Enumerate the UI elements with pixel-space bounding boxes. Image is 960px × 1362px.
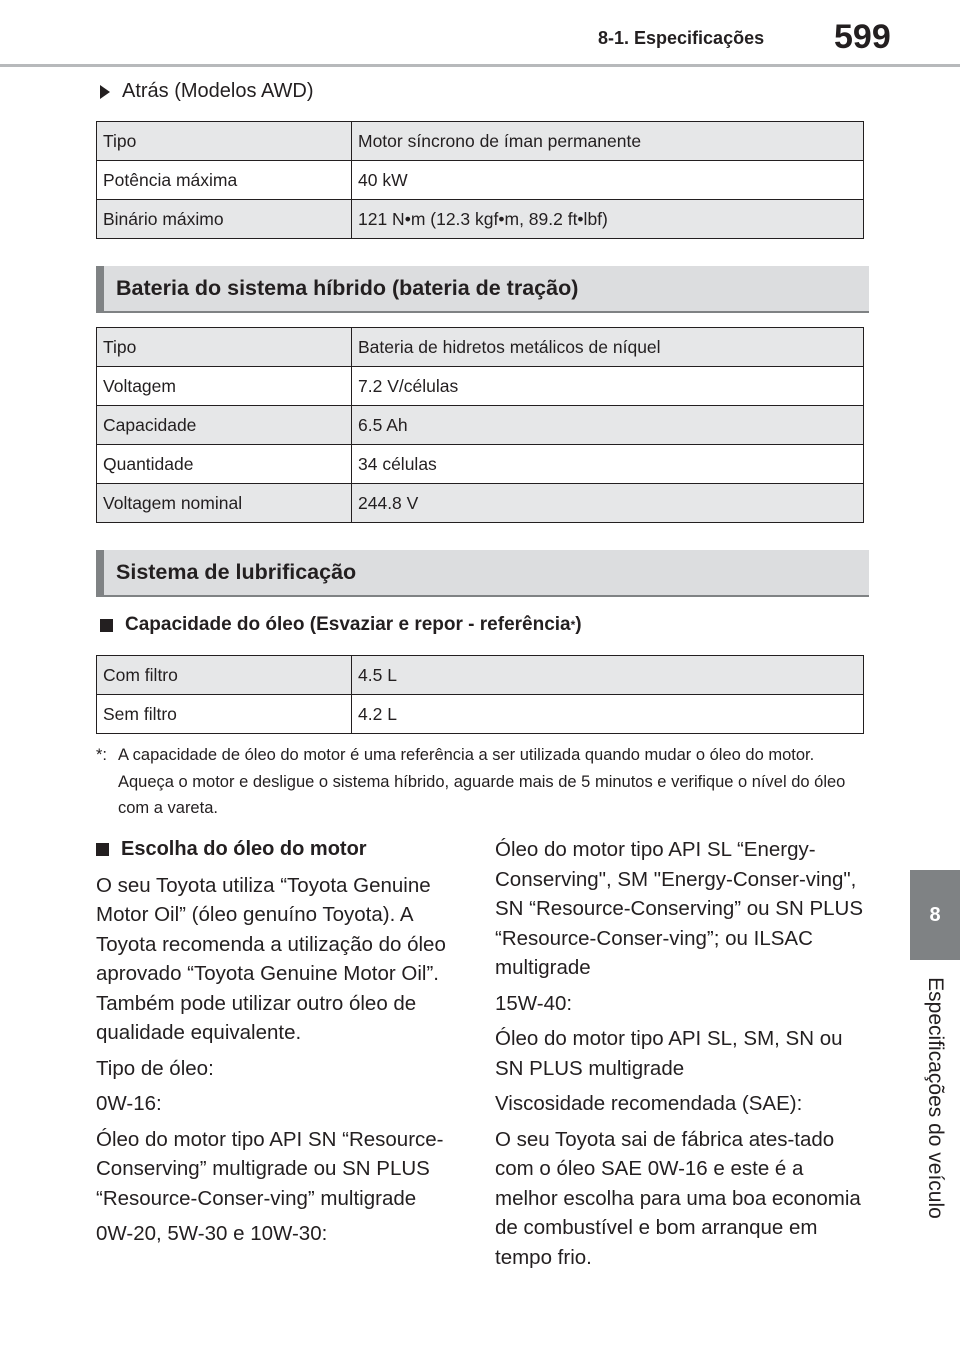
table-key: Voltagem [97,367,352,406]
table-key: Quantidade [97,445,352,484]
table-key: Tipo [97,122,352,161]
chapter-label: Especificações do veículo [924,977,947,1219]
oil-capacity-table [96,655,864,734]
table-value: 7.2 V/células [352,367,864,406]
table-row [97,484,864,523]
page-number: 599 [834,18,891,56]
table-row [97,445,864,484]
table-value: 34 células [352,445,864,484]
chapter-number: 8 [929,903,941,926]
table-key: Tipo [97,328,352,367]
battery-table [96,327,864,523]
table-value: 4.2 L [352,695,864,734]
rear-motor-heading [100,80,314,103]
table-value: 4.5 L [352,656,864,695]
paragraph: 0W-16: [96,1092,162,1115]
battery-section-title: Bateria do sistema híbrido (bateria de tração) [116,276,579,300]
paragraph: Óleo do motor tipo API SL, SM, SN ou SN PLUS multigrade [495,1027,843,1080]
table-row [97,406,864,445]
paragraph: Viscosidade recomendada (SAE): [495,1092,803,1115]
table-key: Potência máxima [97,161,352,200]
oil-capacity-heading [100,614,582,636]
table-key: Binário máximo [97,200,352,239]
rear-motor-heading-text: Atrás (Modelos AWD) [122,80,314,102]
square-bullet-icon [100,619,113,632]
oil-capacity-heading-text: Capacidade do óleo (Esvaziar e repor - referência [125,614,571,635]
table-row [97,328,864,367]
table-key: Com filtro [97,656,352,695]
table-row [97,161,864,200]
lubrication-section-header [96,550,869,597]
closing-parenthesis: ) [575,614,582,635]
paragraph: 0W-20, 5W-30 e 10W-30: [96,1222,328,1245]
table-row [97,367,864,406]
table-key: Sem filtro [97,695,352,734]
section-bar [96,266,104,311]
left-column [96,835,468,1255]
oil-choice-heading [96,835,468,865]
paragraph: O seu Toyota sai de fábrica ates-tado com o óleo SAE 0W-16 e este é a melhor escolha para uma boa economia de combustível e bom arranque em tempo frio. [495,1127,861,1269]
oil-choice-heading-text: Escolha do óleo do motor [121,838,367,860]
table-row [97,200,864,239]
table-value: 40 kW [352,161,864,200]
header-rule [0,64,960,67]
chapter-tab [910,870,960,960]
paragraph: Óleo do motor tipo API SN “Resource-Conserving” multigrade ou SN PLUS “Resource-Conser-ving” multigrade [96,1127,444,1210]
section-title: 8-1. Especificações [598,28,765,48]
footnote [96,742,866,822]
rear-motor-table [96,121,864,239]
table-value: Bateria de hidretos metálicos de níquel [352,328,864,367]
chapter-label-container [912,968,958,1228]
table-value: Motor síncrono de íman permanente [352,122,864,161]
triangle-bullet-icon [100,85,110,99]
table-value: 121 N•m (12.3 kgf•m, 89.2 ft•lbf) [352,200,864,239]
battery-section-header [96,266,869,313]
table-value: 244.8 V [352,484,864,523]
table-row [97,656,864,695]
footnote-asterisk: * [570,618,576,632]
square-bullet-icon [96,843,109,856]
table-key: Voltagem nominal [97,484,352,523]
paragraph: 15W-40: [495,991,573,1015]
table-row [97,122,864,161]
section-bar [96,550,104,595]
table-value: 6.5 Ah [352,406,864,445]
paragraph: Tipo de óleo: [96,1056,214,1080]
footnote-text: A capacidade de óleo do motor é uma referência a ser utilizada quando mudar o óleo do motor. Aqueça o motor e desligue o sistema híbrido, aguarde mais de 5 minutos e verifique o nível do óleo com a vareta. [118,746,846,817]
paragraph: O seu Toyota utiliza “Toyota Genuine Motor Oil” (óleo genuíno Toyota). A Toyota recomenda a utilização do óleo aprovado “Toyota Genuine Motor Oil”. Também pode utilizar outro óleo de qualidade equivalente. [96,873,446,1044]
table-key: Capacidade [97,406,352,445]
lubrication-section-title: Sistema de lubrificação [116,560,357,584]
paragraph: Óleo do motor tipo API SL “Energy-Conserving", SM "Energy-Conser-ving", SN “Resource-Conserving” ou SN PLUS “Resource-Conser-ving”; ou ILSAC multigrade [495,838,863,979]
right-column [495,835,865,1278]
table-row [97,695,864,734]
footnote-mark: *: [96,746,108,764]
